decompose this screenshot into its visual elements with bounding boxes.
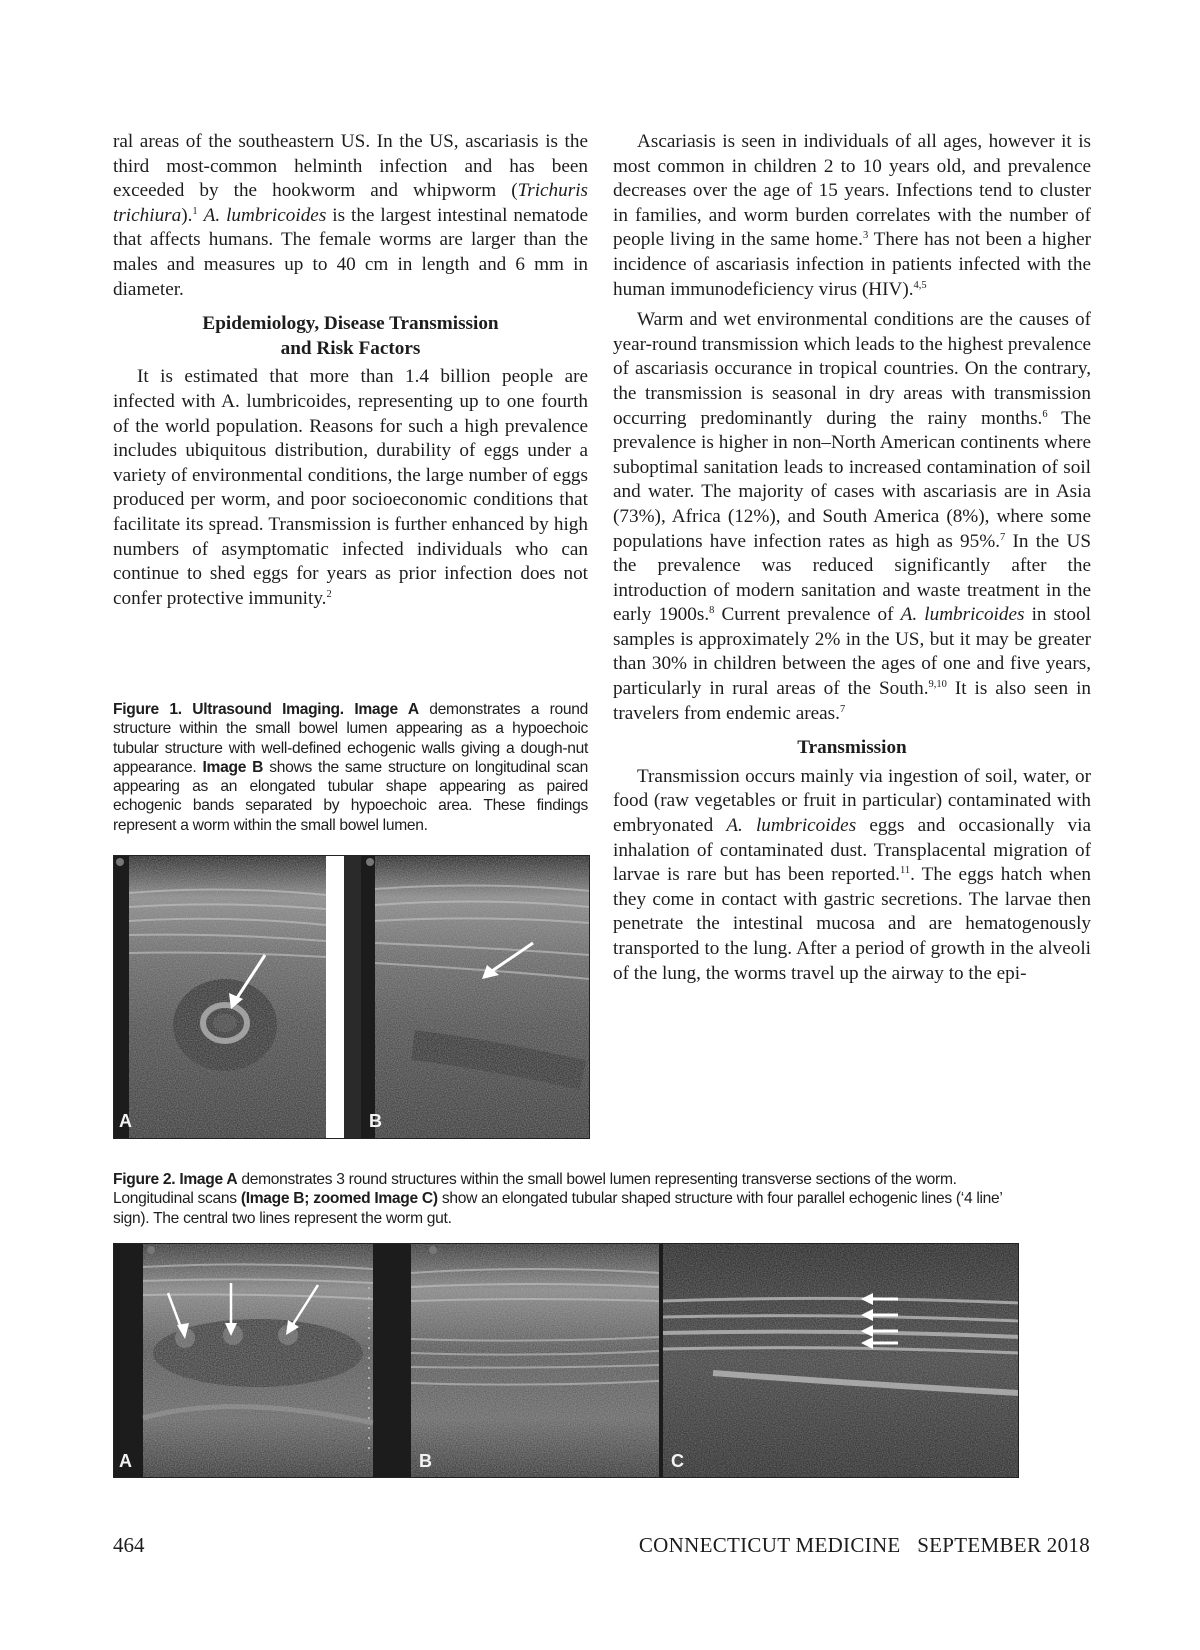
figure-2-label-b: B — [419, 1451, 432, 1471]
figure-1-label-b: B — [369, 1111, 382, 1131]
figure-1-panel-a — [113, 855, 326, 1139]
figure-2-panel-a — [113, 1243, 383, 1478]
figure-2-panel-c — [663, 1243, 1019, 1478]
left-paragraph-2: It is estimated that more than 1.4 billion people are infected with A. lumbricoides, representing up to one fourth of the world population. Reasons for such a high prevalence includes ubiquitous distribution, durability of eggs under a variety of environmental conditions, the large number of eggs produced per worm, and poor socioeconomic conditions that facilitate its spread. Transmission is further enhanced by high numbers of asymptomatic infected individuals who can continue to shed eggs for years as prior infection does not confer protective immunity.$^2$ — [113, 366, 588, 609]
left-column — [113, 130, 588, 611]
section-heading-epidemiology: Epidemiology, Disease Transmission and Risk Factors — [202, 313, 499, 359]
reference-4-5: 4,5 — [913, 279, 927, 291]
figure-1-label-a: A — [119, 1111, 132, 1131]
right-paragraph-2: Warm and wet environmental conditions are the causes of year-round transmission which leads to the highest prevalence of ascariasis occurance in tropical countries. On the contrary, the transmission is seasonal in dry areas with transmission occurring predominantly during the rainy months.$^6$ The prevalence is higher in non–North American continents where suboptimal sanitation leads to increased contamination of soil and water. The majority of cases with ascariasis are in Asia (73%), Africa (12%), and South America (8%), where some populations have infection rates as high as 95%.$^7$ In the US the prevalence was reduced significantly after the introduction of modern sanitation and waste treatment in the early 1900s.$^8$ Current prevalence of A. lumbricoides in stool samples is approximately 2% in the US, but it may be greater than 30% in children between the ages of one and five years, particularly in rural areas of the South.$^{9,10}$ It is also seen in travelers from endemic areas.$^7$ — [613, 309, 1092, 724]
reference-3: 3 — [862, 230, 869, 242]
left-paragraph-1: ral areas of the southeastern US. In the US, ascariasis is the third most-common helminth infection and has been exceeded by the hookworm and whipworm (Trichuris trichiura).$^1$ A. lumbricoides is the largest intestinal nematode that affects humans. The female worms are larger than the males and measures up to 40 cm in length and 6 mm in diameter. — [113, 131, 589, 300]
figure-1-ultrasound — [113, 855, 590, 1139]
figure-1-panel-b — [361, 855, 590, 1139]
reference-1: 1 — [192, 205, 198, 217]
page-number: 464 — [113, 1533, 145, 1557]
reference-2: 2 — [326, 588, 332, 600]
figure-2-caption: Figure 2. Image A demonstrates 3 round structures within the small bowel lumen representing transverse sections of the worm. Longitudinal scans (Image B; zoomed Image C) show an elongated tubular shaped structure with four parallel echogenic lines (‘4 line’ sign). The central two lines represent the worm gut. — [113, 1171, 1003, 1227]
figure-2-label-c: C — [671, 1451, 684, 1471]
figure-2-panel-b — [383, 1243, 663, 1478]
journal-footer: CONNECTICUT MEDICINE SEPTEMBER 2018 — [638, 1533, 1090, 1557]
right-paragraph-3: Transmission occurs mainly via ingestion of soil, water, or food (raw vegetables or fruit in particular) contaminated with embryonated A. lumbricoides eggs and occasionally via inhalation of contaminated dust. Transplacental migration of larvae is rare but has been reported.$^{11}$. The eggs hatch when they come in contact with gastric secretions. The larvae then penetrate the intestinal mucosa and are hematogenously transported to the lung. After a period of growth in the alveoli of the lung, the worms travel up the airway to the epi- — [613, 765, 1091, 984]
right-paragraph-1: Ascariasis is seen in individuals of all ages, however it is most common in children 2 to 10 years old, and prevalence decreases over the age of 15 years. Infections tend to cluster in families, and worm burden correlates with the number of people living in the same home.$^3$ There has not been a higher incidence of ascariasis infection in patients infected with the human immunodeficiency virus (HIV).$^{4,5}$ — [613, 131, 1091, 300]
figure-2-label-a: A — [119, 1451, 132, 1471]
figure-2-ultrasound — [113, 1243, 1019, 1478]
section-heading-transmission: Transmission — [797, 737, 907, 759]
right-column — [613, 130, 1091, 986]
figure-1-caption: Figure 1. Ultrasound Imaging. Image A demonstrates a round structure within the small bowel lumen appearing as a hypoechoic tubular structure with well-defined echogenic walls giving a dough-nut appearance. Image B shows the same structure on longitudinal scan appearing as an elongated tubular shape appearing as paired echogenic bands separated by hypoechoic area. These findings represent a worm within the small bowel lumen. — [113, 701, 588, 834]
